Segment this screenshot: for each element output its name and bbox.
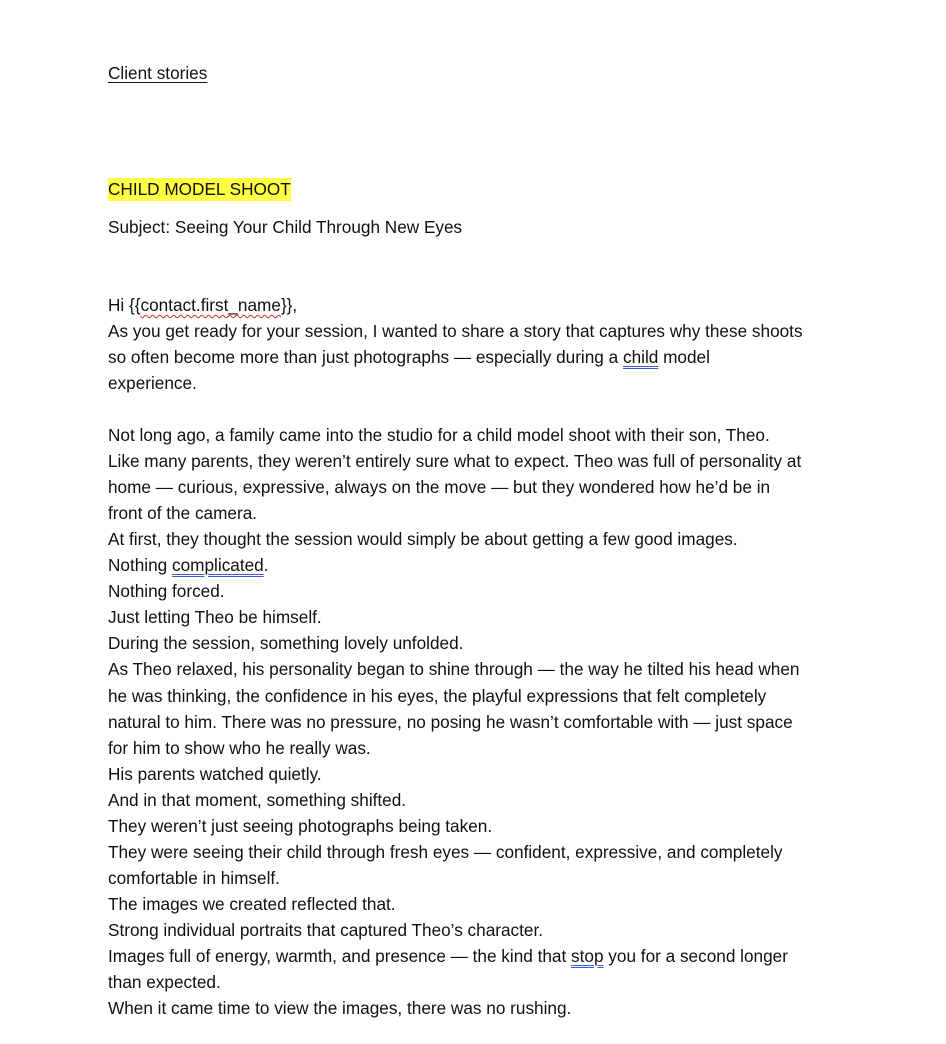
story-line: The images we created reflected that. bbox=[108, 894, 396, 914]
story-line: Not long ago, a family came into the studio for a child model shoot with their son, Theo. bbox=[108, 425, 770, 445]
intro-line-1: As you get ready for your session, I wanted to share a story that captures why these shoots bbox=[108, 321, 803, 341]
greeting-line bbox=[108, 294, 297, 316]
client-stories-link[interactable]: Client stories bbox=[108, 63, 208, 83]
story-line: And in that moment, something shifted. bbox=[108, 790, 407, 810]
grammar-flag-stop: stop bbox=[571, 946, 604, 966]
email-subject: Subject: Seeing Your Child Through New Eyes bbox=[108, 217, 463, 237]
story-line bbox=[108, 554, 269, 576]
story-line: They weren’t just seeing photographs being taken. bbox=[108, 816, 493, 836]
title-highlight: CHILD MODEL SHOOT bbox=[108, 179, 291, 199]
story-line: Like many parents, they weren’t entirely sure what to expect. Theo was full of personality at bbox=[108, 451, 802, 471]
story-line: natural to him. There was no pressure, no posing he wasn’t comfortable with — just space bbox=[108, 712, 793, 732]
story-line: As Theo relaxed, his personality began to shine through — the way he tilted his head when bbox=[108, 659, 800, 679]
grammar-flag-complicated: complicated bbox=[172, 555, 264, 575]
story-line: front of the camera. bbox=[108, 503, 258, 523]
story-line: comfortable in himself. bbox=[108, 868, 280, 888]
story-line: home — curious, expressive, always on the move — but they wondered how he’d be in bbox=[108, 477, 771, 497]
story-line: During the session, something lovely unfolded. bbox=[108, 633, 464, 653]
intro-line-2-pre: so often become more than just photographs — especially during a bbox=[108, 347, 623, 367]
story-line: At first, they thought the session would simply be about getting a few good images. bbox=[108, 529, 738, 549]
merge-field-token: contact.first_name bbox=[140, 295, 281, 315]
story-line: Strong individual portraits that captured Theo’s character. bbox=[108, 920, 544, 940]
intro-line-3: experience. bbox=[108, 373, 197, 393]
story-line: His parents watched quietly. bbox=[108, 764, 322, 784]
section-title bbox=[108, 178, 291, 200]
intro-line-2 bbox=[108, 346, 710, 368]
story-line-post: you for a second longer bbox=[603, 946, 788, 966]
story-line: Nothing forced. bbox=[108, 581, 225, 601]
intro-line-2-post: model bbox=[658, 347, 710, 367]
story-line: he was thinking, the confidence in his eyes, the playful expressions that felt completely bbox=[108, 686, 767, 706]
story-line: for him to show who he really was. bbox=[108, 738, 371, 758]
greeting-prefix: Hi {{ bbox=[108, 295, 141, 315]
grammar-flag-child: child bbox=[622, 347, 659, 367]
greeting-suffix: }}, bbox=[280, 295, 298, 315]
story-line-pre: Nothing bbox=[108, 555, 173, 575]
story-line-post: . bbox=[263, 555, 269, 575]
story-line: They were seeing their child through fresh eyes — confident, expressive, and completely bbox=[108, 842, 783, 862]
story-line: than expected. bbox=[108, 972, 221, 992]
story-line: Just letting Theo be himself. bbox=[108, 607, 322, 627]
story-line-pre: Images full of energy, warmth, and presence — the kind that bbox=[108, 946, 572, 966]
story-line: When it came time to view the images, there was no rushing. bbox=[108, 998, 572, 1018]
story-line bbox=[108, 945, 788, 967]
